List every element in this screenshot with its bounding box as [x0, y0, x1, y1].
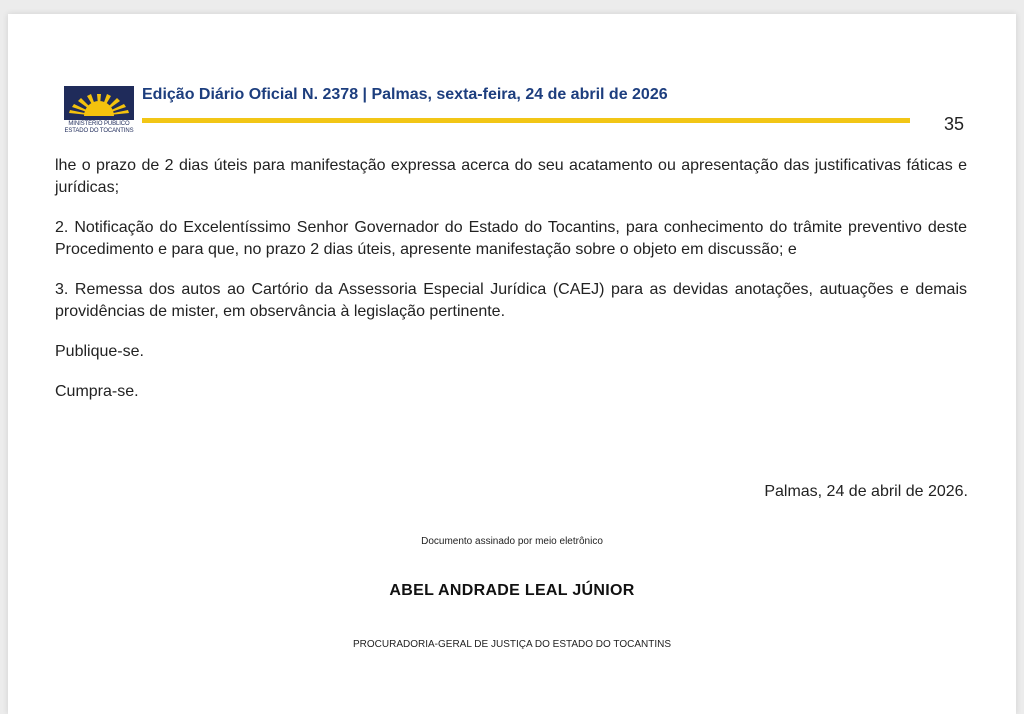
body-paragraph: lhe o prazo de 2 dias úteis para manifestação expressa acerca do seu acatamento ou apresentação das justificativas fáticas e jurídicas;	[55, 157, 967, 196]
logo-line-2: ESTADO DO TOCANTINS	[64, 128, 134, 134]
signed-note: Documento assinado por meio eletrônico	[421, 536, 603, 547]
signer-name: ABEL ANDRADE LEAL JÚNIOR	[389, 582, 635, 599]
body-paragraph: 2. Notificação do Excelentíssimo Senhor Governador do Estado do Tocantins, para conhecimento do trâmite preventivo deste Procedimento e para que, no prazo 2 dias úteis, apresente manifestação sobre o objeto em discussão; e	[55, 219, 967, 258]
page-header	[8, 14, 1016, 144]
document-page	[8, 14, 1016, 714]
ministerio-publico-logo	[64, 86, 134, 142]
logo-line-1: MINISTÉRIO PÚBLICO	[68, 121, 130, 127]
organization-name: PROCURADORIA-GERAL DE JUSTIÇA DO ESTADO DO TOCANTINS	[352, 639, 671, 650]
header-gold-rule	[142, 118, 910, 123]
body-paragraph: Cumpra-se.	[55, 383, 139, 400]
body-paragraph: 3. Remessa dos autos ao Cartório da Assessoria Especial Jurídica (CAEJ) para as devidas anotações, autuações e demais providências de mister, em observância à legislação pertinente.	[55, 281, 967, 320]
document-body	[55, 155, 967, 421]
sun-rays-logo-icon	[64, 86, 134, 120]
edition-title: Edição Diário Oficial N. 2378 | Palmas, sexta-feira, 24 de abril de 2026	[142, 86, 668, 103]
body-paragraph: Publique-se.	[55, 343, 144, 360]
page-number: 35	[944, 114, 965, 134]
date-line: Palmas, 24 de abril de 2026.	[764, 483, 968, 500]
